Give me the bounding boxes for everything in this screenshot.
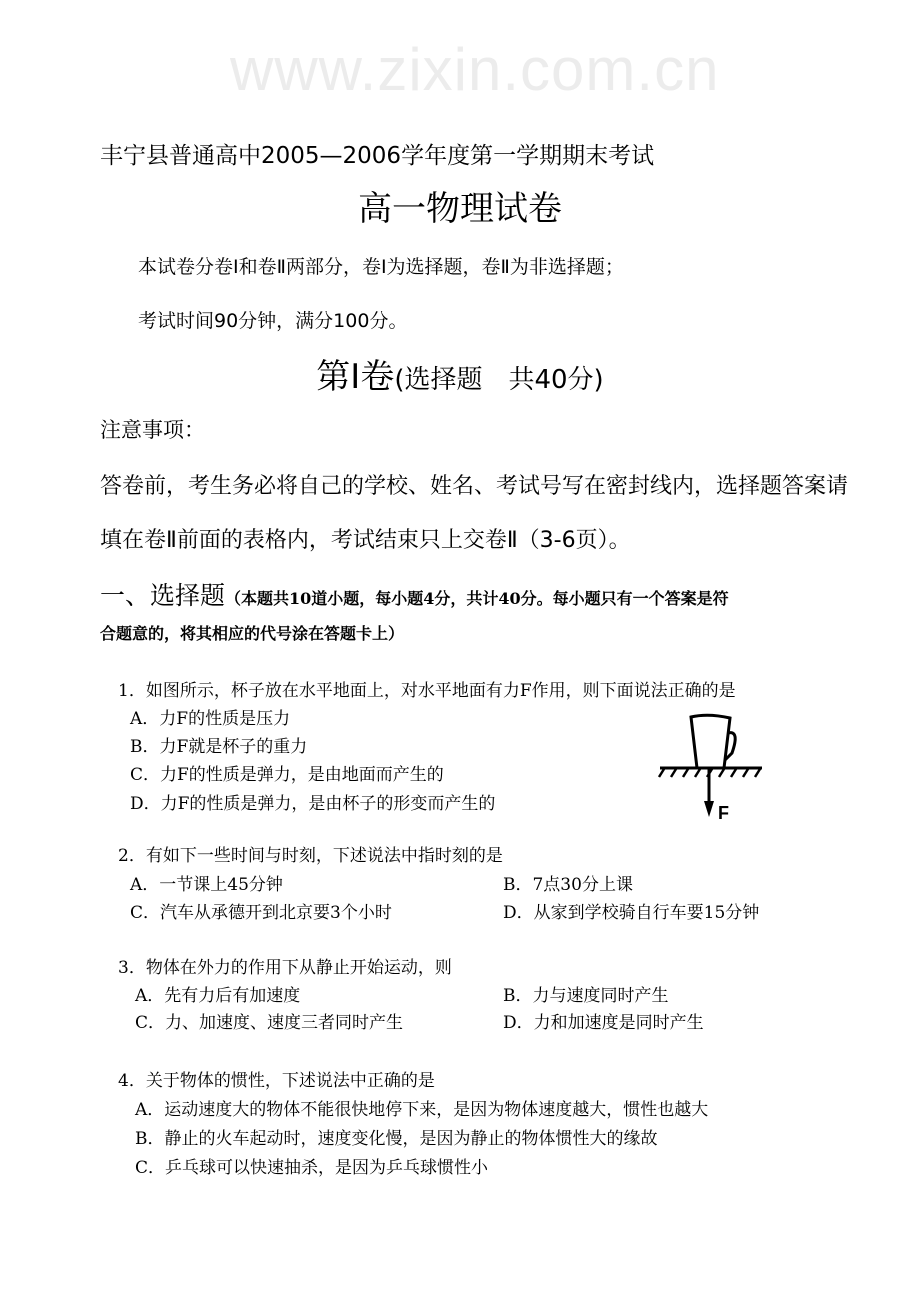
option: A．一节课上45分钟 (130, 875, 283, 895)
option: D．力F的性质是弹力，是由杯子的形变而产生的 (130, 794, 496, 814)
option: A．运动速度大的物体不能很快地停下来，是因为物体速度越大，惯性也越大 (135, 1100, 709, 1120)
part1-note: 合题意的，将其相应的代号涂在答题卡上） (100, 624, 405, 643)
option: A．先有力后有加速度 (135, 986, 301, 1006)
force-label: F (718, 803, 729, 823)
notice-line: 填在卷Ⅱ前面的表格内，考试结束只上交卷Ⅱ（3-6页）。 (100, 528, 631, 553)
section-title-main: 第Ⅰ卷 (316, 357, 395, 397)
watermark: www.zixin.com.cn (230, 36, 720, 103)
section-title-sub: (选择题 共40分) (394, 365, 604, 395)
page-title: 高一物理试卷 (358, 189, 562, 229)
option: C．力、加速度、速度三者同时产生 (135, 1013, 404, 1033)
intro-line: 本试卷分卷Ⅰ和卷Ⅱ两部分，卷Ⅰ为选择题，卷Ⅱ为非选择题； (138, 256, 624, 278)
notice-heading: 注意事项： (100, 418, 205, 442)
option: B．7点30分上课 (503, 875, 633, 895)
exam-header: 丰宁县普通高中2005—2006学年度第一学期期末考试 (100, 143, 655, 169)
question-stem: 4．关于物体的惯性，下述说法中正确的是 (118, 1071, 435, 1091)
question-stem: 1．如图所示，杯子放在水平地面上，对水平地面有力F作用，则下面说法正确的是 (118, 681, 736, 701)
cup-force-figure (650, 705, 770, 825)
option: D．力和加速度是同时产生 (503, 1013, 704, 1033)
part1-note: （本题共10道小题，每小题4分，共计40分。每小题只有一个答案是符 (225, 589, 729, 608)
option: C．乒乓球可以快速抽杀，是因为乒乓球惯性小 (135, 1158, 489, 1178)
part1-title: 一、选择题 (100, 581, 226, 610)
question-stem: 3．物体在外力的作用下从静止开始运动，则 (118, 958, 452, 978)
question-stem: 2．有如下一些时间与时刻，下述说法中指时刻的是 (118, 846, 503, 866)
option: C．汽车从承德开到北京要3个小时 (130, 903, 392, 923)
notice-line: 答卷前，考生务必将自己的学校、姓名、考试号写在密封线内，选择题答案请 (100, 474, 849, 499)
option: C．力F的性质是弹力，是由地面而产生的 (130, 765, 444, 785)
option: B．力F就是杯子的重力 (130, 737, 308, 757)
option: D．从家到学校骑自行车要15分钟 (503, 903, 760, 923)
option: B．力与速度同时产生 (503, 986, 669, 1006)
option: A．力F的性质是压力 (130, 709, 291, 729)
option: B．静止的火车起动时，速度变化慢，是因为静止的物体惯性大的缘故 (135, 1129, 658, 1149)
part1-heading (100, 583, 729, 608)
section-title (0, 357, 920, 397)
intro-line: 考试时间90分钟，满分100分。 (138, 310, 408, 332)
